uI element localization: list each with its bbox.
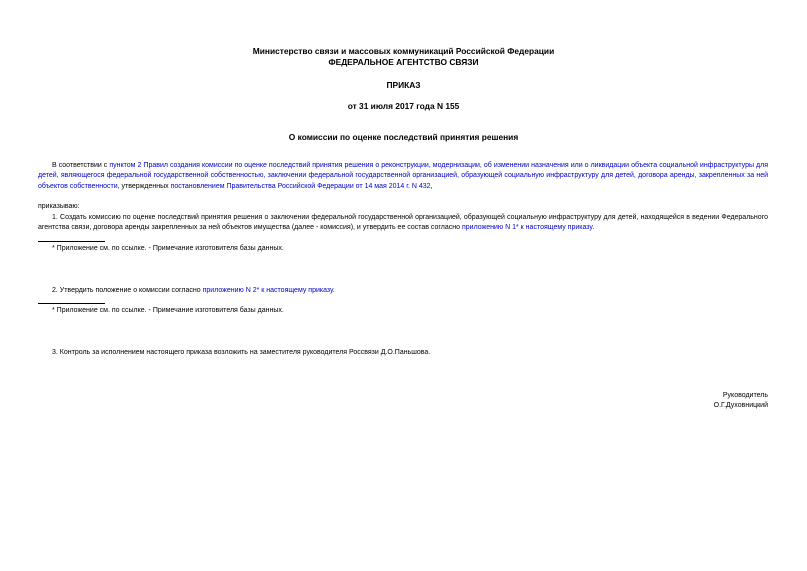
preamble-text: В соответствии с bbox=[52, 162, 110, 169]
footnote-rule bbox=[38, 241, 105, 242]
footnote-rule bbox=[38, 303, 105, 304]
link-commission-rules[interactable]: Правил создания комиссии по оценке последствий принятия решения о реконструкции, модернизации, об изменении назначения или о ликвидации объекта социальной инфраструктуры для детей, являющегося федеральной государственной собственностью, заключении федеральной государственной организацией, образующей социальную инфраструктуру для детей, договора аренды, закрепленных за ней объектов собственности bbox=[38, 162, 769, 190]
item-2-paragraph bbox=[38, 286, 768, 296]
link-appendix-1[interactable]: приложению N 1* к настоящему приказу bbox=[462, 224, 593, 232]
item-2-text: 2. Утвердить положение о комиссии согласно bbox=[52, 287, 203, 294]
footnote-2: * Приложение см. по ссылке. - Примечание изготовителя базы данных. bbox=[52, 307, 284, 314]
preamble-paragraph bbox=[38, 161, 768, 192]
signature-position: Руководитель bbox=[722, 392, 768, 399]
link-clause-2[interactable]: пунктом 2 bbox=[109, 162, 142, 169]
link-appendix-2[interactable]: приложению N 2* к настоящему приказу bbox=[202, 287, 333, 294]
item-1-paragraph bbox=[38, 213, 768, 234]
item-2-end: . bbox=[332, 287, 335, 294]
item-3-paragraph: 3. Контроль за исполнением настоящего приказа возложить на заместителя руководителя Россвязи Д.О.Паньшова. bbox=[52, 349, 431, 356]
signature-name: О.Г.Духовницкий bbox=[713, 402, 768, 409]
preamble-text: , утвержденных bbox=[117, 182, 171, 190]
ministry-name: Министерство связи и массовых коммуникаций Российской Федерации bbox=[252, 46, 555, 56]
item-1-text: 1. Создать комиссию по оценке последствий принятия решения о заключении федеральной государственной организацией, образующей социальную инфраструктуру для детей, находящейся в ведении Федерального агентства связи, договора аренды закрепленных за ней объектов имущества (далее - комиссия), и утвердить ее состав согласно bbox=[38, 214, 768, 232]
document-date-number: от 31 июля 2017 года N 155 bbox=[347, 101, 460, 111]
order-word: приказываю: bbox=[38, 203, 80, 210]
agency-name: ФЕДЕРАЛЬНОЕ АГЕНТСТВО СВЯЗИ bbox=[328, 57, 479, 67]
footnote-1: * Приложение см. по ссылке. - Примечание изготовителя базы данных. bbox=[52, 245, 284, 252]
item-1-end: . bbox=[592, 224, 595, 232]
document-title: О комиссии по оценке последствий принятия решения bbox=[288, 132, 519, 142]
link-government-decree[interactable]: постановлением Правительства Российской Федерации от 14 мая 2014 г. N 432 bbox=[170, 182, 431, 190]
document-type: ПРИКАЗ bbox=[386, 80, 421, 90]
preamble-text: , bbox=[430, 182, 433, 190]
